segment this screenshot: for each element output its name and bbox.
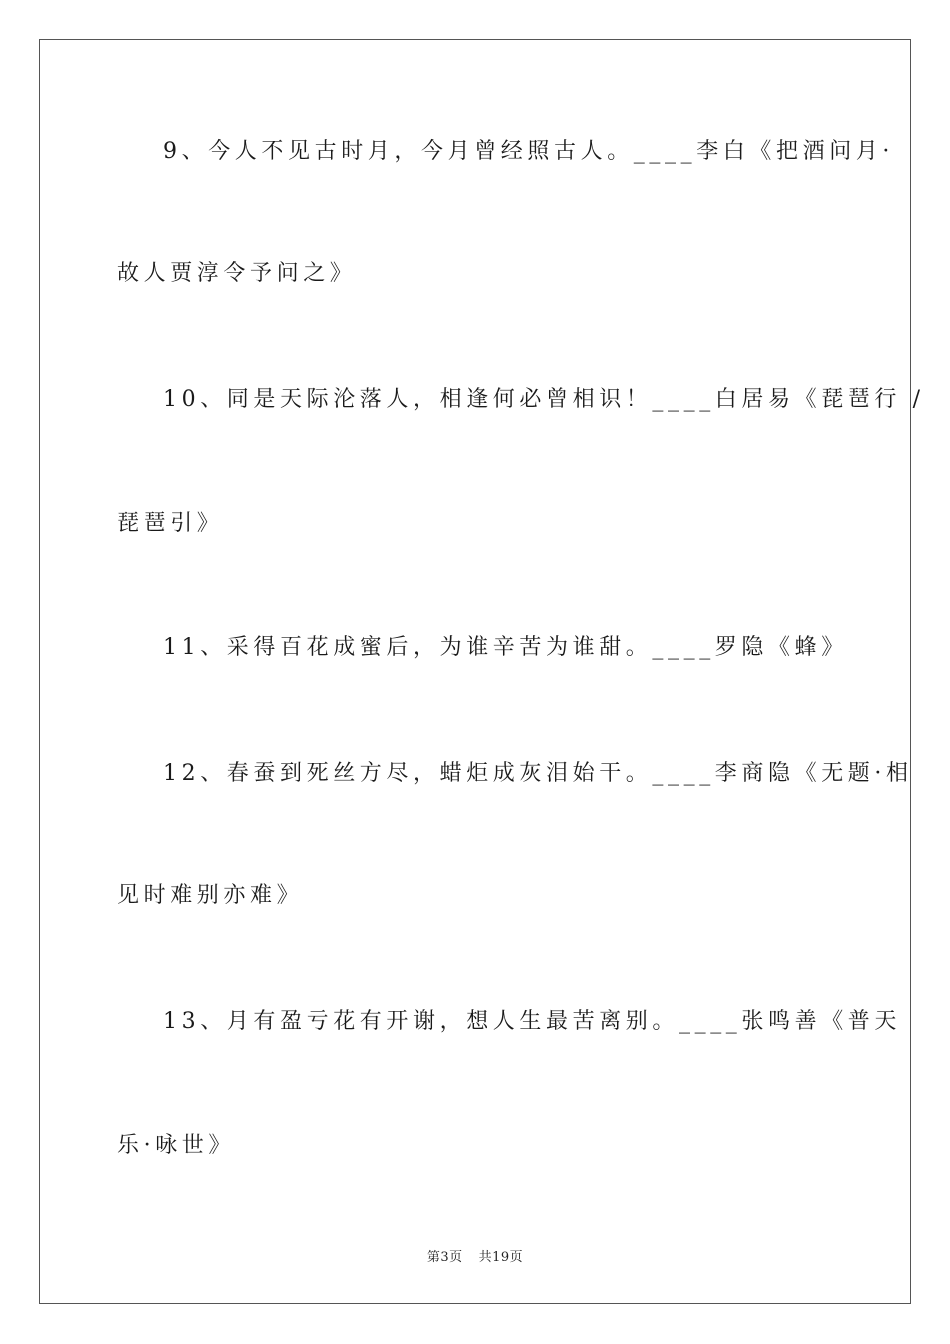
quote-13-line-2: 乐·咏世》 [117,1133,235,1158]
quote-11-line-1: 11、采得百花成蜜后，为谁辛苦为谁甜。____罗隐《蜂》 [163,635,848,660]
quote-9-line-1: 9、今人不见古时月，今月曾经照古人。____李白《把酒问月· [163,139,894,164]
page-border [39,39,911,1304]
quote-10-line-2: 琵琶引》 [117,511,224,536]
page-number: 第3页 [426,1250,463,1265]
quote-12-line-2: 见时难别亦难》 [117,883,304,908]
quote-10-line-1: 10、同是天际沦落人，相逢何必曾相识！____白居易《琵琶行 / [163,387,925,412]
quote-12-line-1: 12、春蚕到死丝方尽，蜡炬成灰泪始干。____李商隐《无题·相 [163,761,913,786]
quote-9-line-2: 故人贾淳令予问之》 [117,261,357,286]
quote-13-line-1: 13、月有盈亏花有开谢，想人生最苦离别。____张鸣善《普天 [163,1009,901,1034]
total-pages: 共19页 [478,1250,524,1265]
page-footer [0,1246,950,1265]
